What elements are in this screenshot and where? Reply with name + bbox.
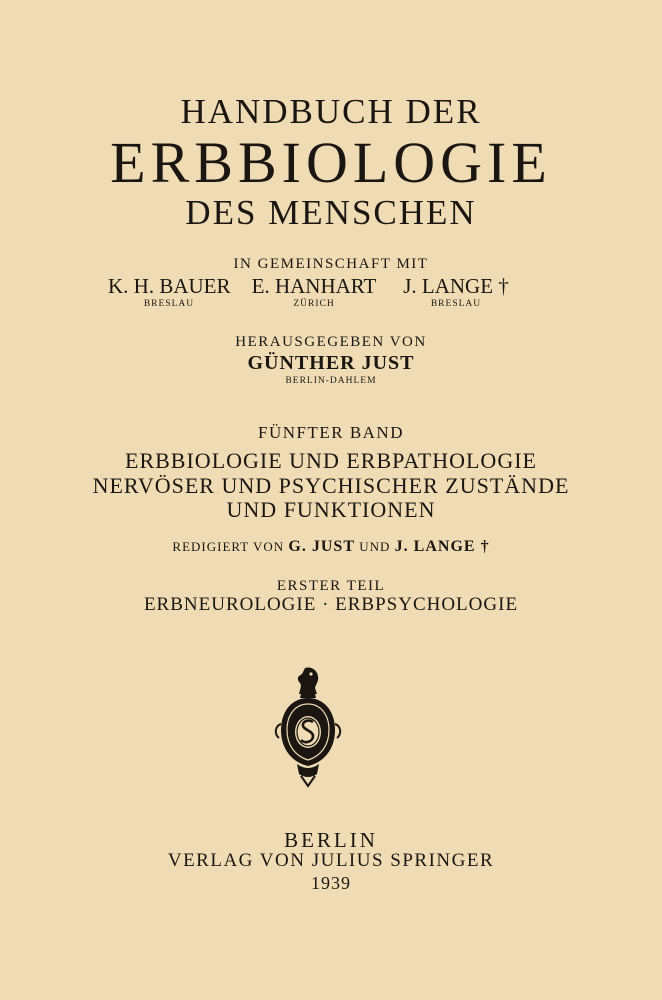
editor-place: BERLIN-DAHLEM [285,376,377,386]
collaboration-intro: IN GEMEINSCHAFT MIT [233,256,429,272]
collaborator-place: BRESLAU [143,299,195,309]
volume-label: FÜNFTER BAND [258,423,404,442]
title-line-3: DES MENSCHEN [185,193,477,232]
collaborator-place: BRESLAU [430,299,482,309]
part-title: ERBNEUROLOGIE · ERBPSYCHOLOGIE [143,594,519,615]
publication-year: 1939 [311,873,351,893]
collaborator-lange [400,274,512,309]
title-line-2: ERBBIOLOGIE [110,130,552,195]
editor-intro: HERAUSGEGEBEN VON [235,334,427,350]
redaction-intro: REDIGIERT VON [172,539,285,554]
redaction-editor-2: J. LANGE † [394,538,490,555]
redaction-conjunction: UND [359,539,391,554]
title-line-1: HANDBUCH DER [180,92,482,131]
collaborator-hanhart [246,274,382,309]
volume-title-line-3: UND FUNKTIONEN [226,497,436,522]
publisher-city: BERLIN [284,828,378,852]
collaborator-place: ZÜRICH [293,299,335,309]
springer-knight-seal-icon [271,664,345,788]
volume-title-line-2: NERVÖSER UND PSYCHISCHER ZUSTÄNDE [92,473,570,498]
collaborator-bauer [108,274,230,309]
redaction-line [0,538,662,556]
collaborator-name: E. HANHART [251,274,377,298]
editor-name: GÜNTHER JUST [247,352,415,374]
collaborator-name: K. H. BAUER [108,274,231,298]
collaborator-name: J. LANGE † [403,274,509,298]
redaction-editor-1: G. JUST [288,538,355,555]
volume-title-line-1: ERBBIOLOGIE UND ERBPATHOLOGIE [125,448,537,473]
part-label: ERSTER TEIL [276,578,386,594]
publisher-name: VERLAG VON JULIUS SPRINGER [167,850,495,871]
